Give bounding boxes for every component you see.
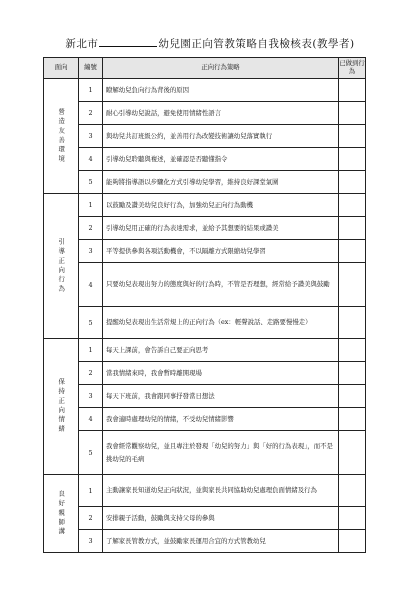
table-row xyxy=(44,217,366,240)
header-strategy: 正向行為策略 xyxy=(103,58,339,79)
check-cell[interactable] xyxy=(339,148,366,171)
strategy-text: 每天下班前，我會跟同事抒發當日想法 xyxy=(103,385,339,408)
header-dimension: 面向 xyxy=(44,58,79,79)
row-number: 1 xyxy=(79,475,103,507)
strategy-text: 每天上課前，會告訴自己要正向思考 xyxy=(103,339,339,362)
title-prefix: 新北市 xyxy=(65,38,99,50)
strategy-text: 只要幼兒表現出努力的態度與好的行為時，不管是否理想，經常給予讚美與鼓勵 xyxy=(103,263,339,307)
header-check: 已做到行為 xyxy=(339,58,366,79)
strategy-text: 與幼兒共訂班級公約，並善用行為改變技術讓幼兒落實執行 xyxy=(103,125,339,148)
table-row xyxy=(44,431,366,475)
strategy-text: 主動讓家長知道幼兒正向狀況，並與家長共同協助幼兒處理負面情緒及行為 xyxy=(103,475,339,507)
check-cell[interactable] xyxy=(339,339,366,362)
title-suffix: 幼兒園正向管教策略自我檢核表(教學者) xyxy=(158,38,355,50)
check-cell[interactable] xyxy=(339,79,366,102)
strategy-text: 提醒幼兒表現出生活常規上的正向行為（ex：輕聲說話、走路要慢慢走） xyxy=(103,307,339,339)
check-cell[interactable] xyxy=(339,507,366,530)
dimension-cell xyxy=(44,475,79,553)
strategy-text: 引導幼兒聆聽與複述，並確認是否聽懂指令 xyxy=(103,148,339,171)
check-cell[interactable] xyxy=(339,194,366,217)
dimension-cell xyxy=(44,79,79,194)
strategy-text: 能夠將指導語以步驟化方式引導幼兒學習，維持良好課堂氣圍 xyxy=(103,171,339,194)
table-row xyxy=(44,339,366,362)
row-number: 5 xyxy=(79,431,103,475)
strategy-text: 瞭解幼兒負向行為背後的原因 xyxy=(103,79,339,102)
table-row xyxy=(44,125,366,148)
table-row xyxy=(44,171,366,194)
strategy-text: 我會經常觀察幼兒，並且專注於發現「幼兒的努力」與「好的行為表現」，而不是挑幼兒的毛病 xyxy=(103,431,339,475)
check-cell[interactable] xyxy=(339,171,366,194)
table-row xyxy=(44,102,366,125)
strategy-text: 安排親子活動，鼓勵與支持父母的參與 xyxy=(103,507,339,530)
page-title xyxy=(0,36,420,51)
table-row xyxy=(44,194,366,217)
dimension-label: 保持正向情緒 xyxy=(57,378,66,435)
check-cell[interactable] xyxy=(339,240,366,263)
table-row xyxy=(44,408,366,431)
table-row xyxy=(44,362,366,385)
check-cell[interactable] xyxy=(339,263,366,307)
city-blank-line xyxy=(99,37,157,47)
checklist-table xyxy=(43,57,366,553)
check-cell[interactable] xyxy=(339,530,366,553)
row-number: 2 xyxy=(79,217,103,240)
table-row xyxy=(44,475,366,507)
header-number: 編號 xyxy=(79,58,103,79)
check-cell[interactable] xyxy=(339,408,366,431)
strategy-text: 耐心引導幼兒說話，避免使用情緒性語言 xyxy=(103,102,339,125)
strategy-text: 當我情緒來時，我會暫時離開現場 xyxy=(103,362,339,385)
header-row xyxy=(44,58,366,79)
row-number: 4 xyxy=(79,408,103,431)
check-cell[interactable] xyxy=(339,362,366,385)
row-number: 3 xyxy=(79,240,103,263)
check-cell[interactable] xyxy=(339,431,366,475)
dimension-cell xyxy=(44,194,79,339)
strategy-text: 平等提供參與各項活動機會，不以隔離方式限縮幼兒學習 xyxy=(103,240,339,263)
dimension-label: 良好親師溝 xyxy=(57,490,66,537)
strategy-text: 我會適時處理幼兒的情緒，不受幼兒情緒影響 xyxy=(103,408,339,431)
row-number: 1 xyxy=(79,339,103,362)
table-row xyxy=(44,530,366,553)
table-row xyxy=(44,507,366,530)
row-number: 1 xyxy=(79,194,103,217)
check-cell[interactable] xyxy=(339,125,366,148)
row-number: 4 xyxy=(79,263,103,307)
row-number: 3 xyxy=(79,385,103,408)
dimension-label: 引導正向行為 xyxy=(57,237,66,295)
row-number: 4 xyxy=(79,148,103,171)
check-cell[interactable] xyxy=(339,307,366,339)
row-number: 5 xyxy=(79,307,103,339)
row-number: 2 xyxy=(79,507,103,530)
strategy-text: 引導幼兒用正確的行為表達需求，並給予其想要的結果或讚美 xyxy=(103,217,339,240)
strategy-text: 以鼓勵及讚美幼兒良好行為，加強幼兒正向行為動機 xyxy=(103,194,339,217)
strategy-text: 了解家長管教方式，並鼓勵家長運用合宜的方式管教幼兒 xyxy=(103,530,339,553)
dimension-label: 營造友善環境 xyxy=(57,107,66,165)
row-number: 3 xyxy=(79,125,103,148)
check-cell[interactable] xyxy=(339,102,366,125)
check-cell[interactable] xyxy=(339,217,366,240)
table-row xyxy=(44,263,366,307)
row-number: 3 xyxy=(79,530,103,553)
row-number: 1 xyxy=(79,79,103,102)
row-number: 5 xyxy=(79,171,103,194)
row-number: 2 xyxy=(79,102,103,125)
check-cell[interactable] xyxy=(339,475,366,507)
dimension-cell xyxy=(44,339,79,475)
table-row xyxy=(44,79,366,102)
table-row xyxy=(44,240,366,263)
table-row xyxy=(44,148,366,171)
table-row xyxy=(44,385,366,408)
check-cell[interactable] xyxy=(339,385,366,408)
row-number: 2 xyxy=(79,362,103,385)
table-row xyxy=(44,307,366,339)
